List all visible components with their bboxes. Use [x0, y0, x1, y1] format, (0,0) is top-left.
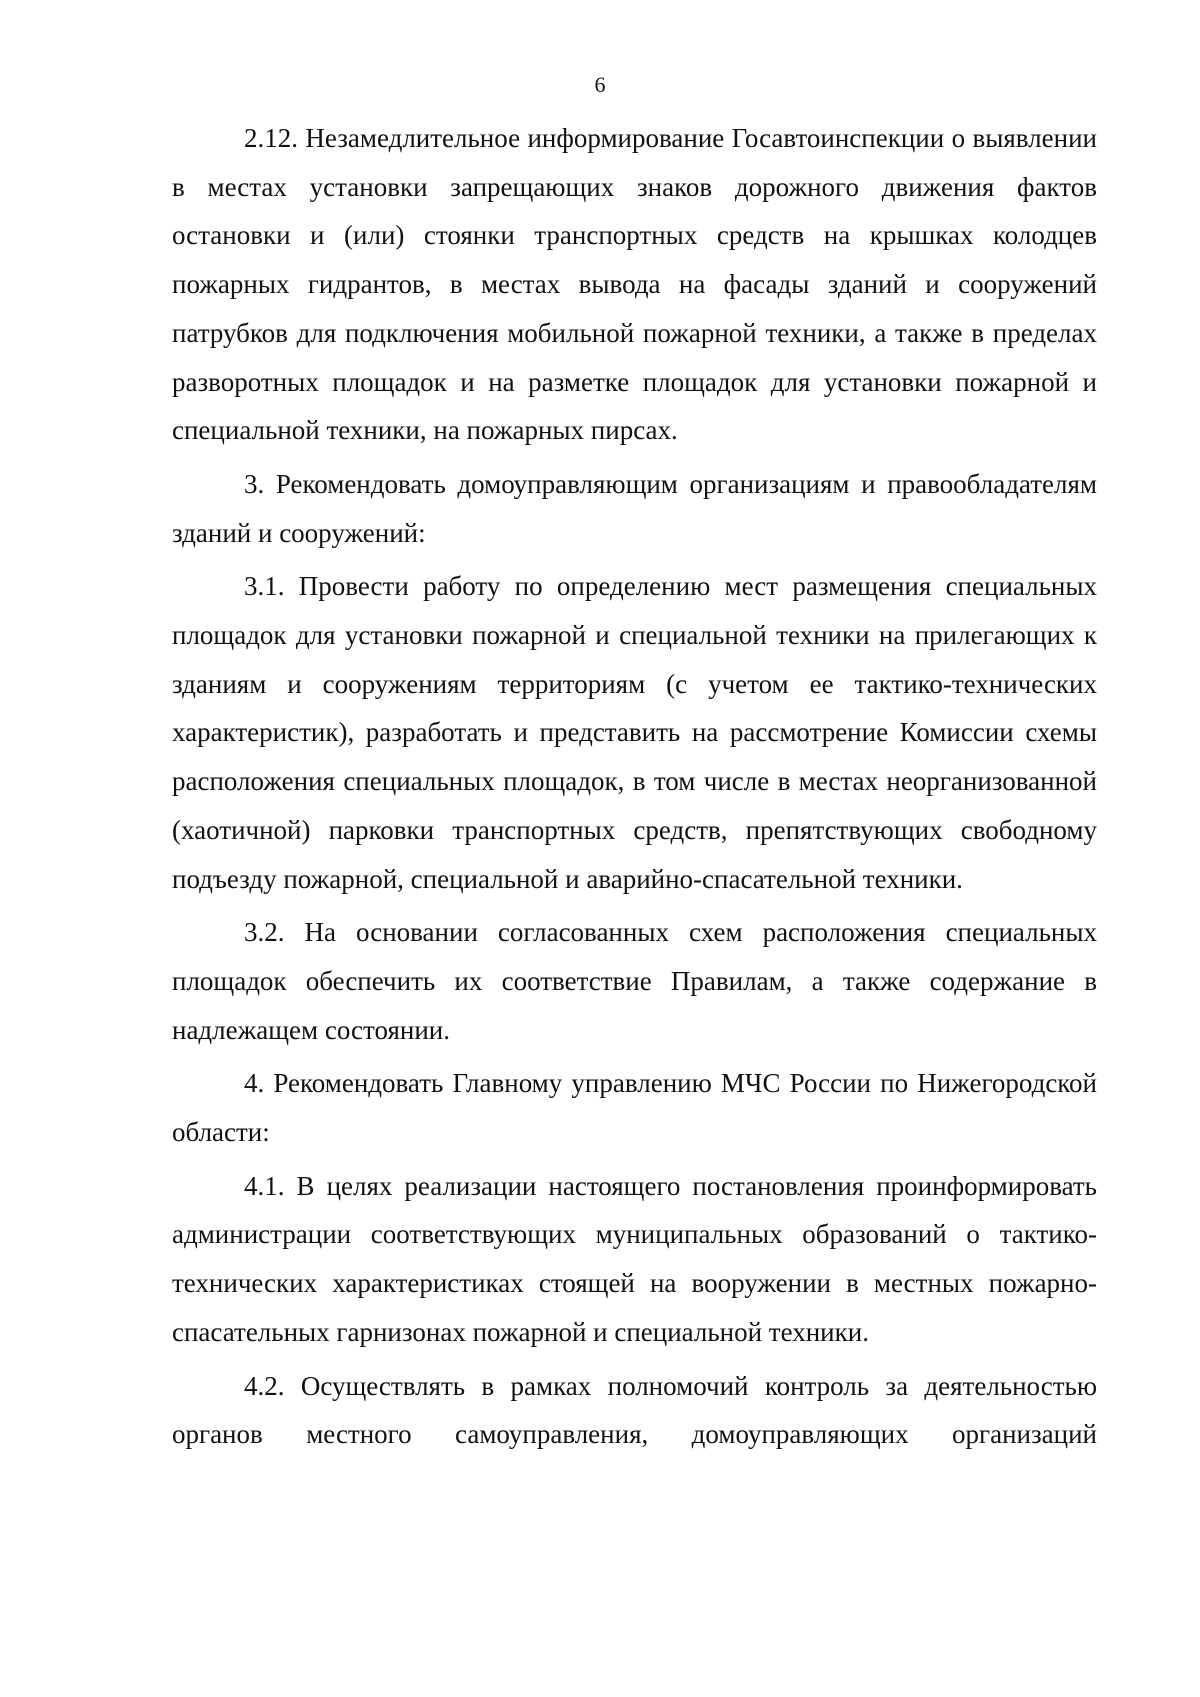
paragraph-3-2: 3.2. На основании согласованных схем расположения специальных площадок обеспечить их соответствие Правилам, а также содержание в надлежащем состоянии. — [172, 917, 1097, 1045]
paragraph-4-2: 4.2. Осуществлять в рамках полномочий контроль за деятельностью органов местного самоуправления, домоуправляющих организаций — [172, 1370, 1097, 1450]
document-body — [172, 114, 1097, 1459]
paragraph-2-12: 2.12. Незамедлительное информирование Госавтоинспекции о выявлении в местах установки запрещающих знаков дорожного движения фактов остановки и (или) стоянки транспортных средств на крышках колодцев пожарных гидрантов, в местах вывода на фасады зданий и сооружений патрубков для подключения мобильной пожарной техники, а также в пределах разворотных площадок и на разметке площадок для установки пожарной и специальной техники, на пожарных пирсах. — [172, 123, 1097, 446]
paragraph-4: 4. Рекомендовать Главному управлению МЧС России по Нижегородской области: — [172, 1068, 1097, 1148]
page-number: 6 — [594, 72, 606, 97]
paragraph-3: 3. Рекомендовать домоуправляющим организациям и правообладателям зданий и сооружений: — [172, 468, 1097, 548]
paragraph-3-1: 3.1. Провести работу по определению мест размещения специальных площадок для установки пожарной и специальной техники на прилегающих к зданиям и сооружениям территориям (с учетом ее тактико-технических характеристик), разработать и представить на рассмотрение Комиссии схемы расположения специальных площадок, в том числе в местах неорганизованной (хаотичной) парковки транспортных средств, препятствующих свободному подъезду пожарной, специальной и аварийно-спасательной техники. — [172, 571, 1097, 894]
paragraph-4-1: 4.1. В целях реализации настоящего постановления проинформировать администрации соответствующих муниципальных образований о тактико-технических характеристиках стоящей на вооружении в местных пожарно-спасательных гарнизонах пожарной и специальной техники. — [172, 1170, 1097, 1347]
